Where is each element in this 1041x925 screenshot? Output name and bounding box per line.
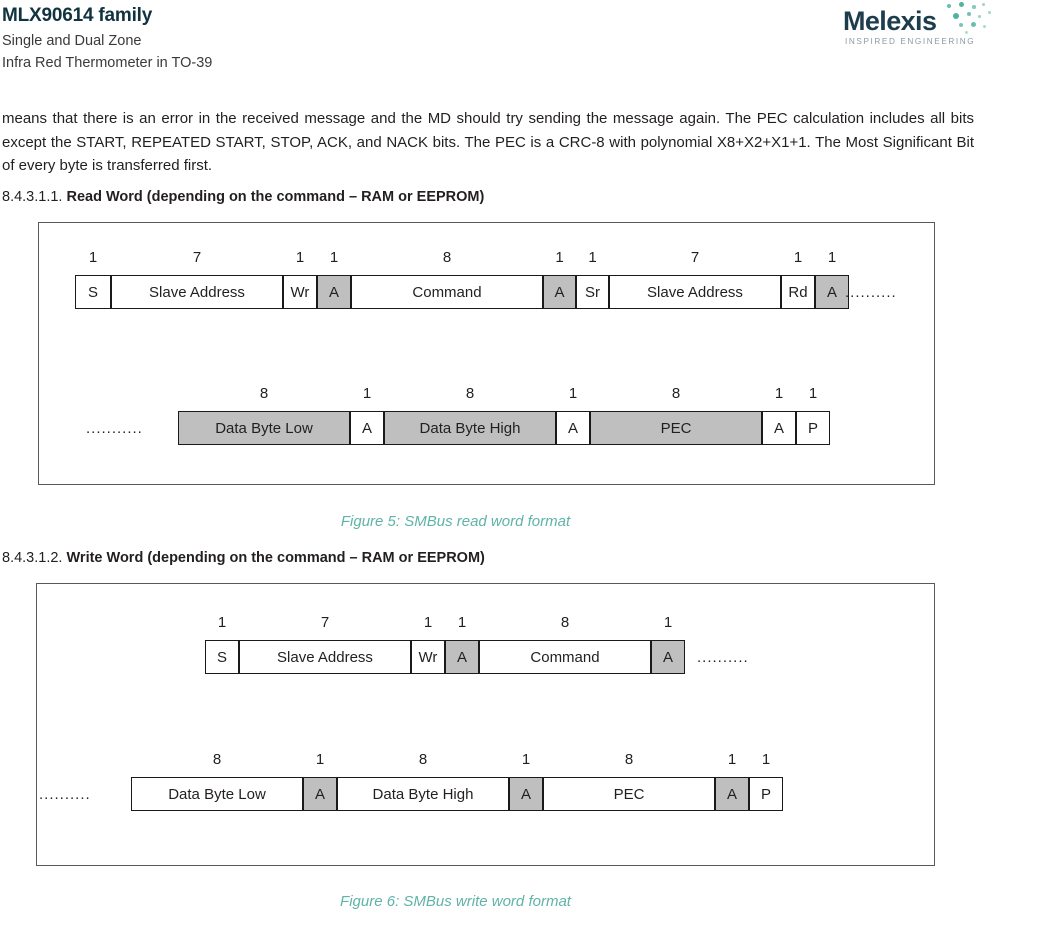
packet-cell <box>337 751 509 811</box>
figure5-row1-ellipsis: .......... <box>845 283 897 301</box>
packet-cell-label: PEC <box>660 419 692 437</box>
packet-cell-bitcount: 1 <box>329 249 339 266</box>
body-paragraph: means that there is an error in the received message and the MD should try sending the message again. The PEC calculation includes all bits except the START, REPEATED START, STOP, ACK, and NACK bits. The PEC is a CRC-8 with polynomial X8+X2+X1+1. The Most Significant Bit of every byte is transferred first. <box>2 110 974 174</box>
packet-cell-bitcount: 1 <box>588 249 597 266</box>
section-heading-write-word <box>2 550 485 566</box>
figure6-packet-row-1 <box>205 614 685 674</box>
packet-cell-label: Slave Address <box>149 283 245 301</box>
packet-cell <box>303 751 337 811</box>
logo-dot-icon <box>983 25 986 28</box>
packet-cell <box>543 751 715 811</box>
packet-cell-label: S <box>87 283 98 301</box>
packet-cell-label: Data Byte Low <box>168 785 266 803</box>
figure6-row2-ellipsis: .......... <box>39 785 91 803</box>
packet-cell <box>479 614 651 674</box>
packet-cell <box>350 385 384 445</box>
packet-cell <box>715 751 749 811</box>
packet-cell-bitcount: 7 <box>690 249 700 266</box>
packet-cell-bitcount: 8 <box>442 249 452 266</box>
figure5-packet-row-1 <box>75 249 849 309</box>
packet-cell-bitcount: 1 <box>521 751 531 768</box>
figure5-packet-row-2 <box>178 385 830 445</box>
packet-cell-bitcount: 1 <box>663 614 673 631</box>
melexis-logo <box>843 2 993 50</box>
packet-cell <box>317 249 351 309</box>
packet-cell-label: A <box>314 785 325 803</box>
logo-dot-icon <box>972 5 976 9</box>
packet-cell-label: A <box>520 785 531 803</box>
page-title: MLX90614 family <box>2 5 153 26</box>
packet-cell-label: Sr <box>585 283 600 301</box>
packet-cell <box>351 249 543 309</box>
logo-dot-icon <box>953 13 959 19</box>
packet-cell <box>815 249 849 309</box>
packet-cell-label: A <box>726 785 737 803</box>
packet-cell <box>75 249 111 309</box>
logo-dot-icon <box>959 2 964 7</box>
packet-cell-label: A <box>567 419 578 437</box>
packet-cell-bitcount: 1 <box>568 385 578 402</box>
packet-cell-label: Rd <box>788 283 808 301</box>
packet-cell-bitcount: 1 <box>457 614 467 631</box>
logo-dot-icon <box>959 23 963 27</box>
packet-cell <box>590 385 762 445</box>
packet-cell-label: S <box>216 648 227 666</box>
packet-cell-label: Wr <box>418 648 438 666</box>
figure6-caption: Figure 6: SMBus write word format <box>340 893 571 910</box>
packet-cell <box>411 614 445 674</box>
figure5-caption: Figure 5: SMBus read word format <box>340 513 571 530</box>
packet-cell <box>556 385 590 445</box>
section-title: Write Word (depending on the command – RAM or EEPROM) <box>66 550 485 566</box>
section-number: 8.4.3.1.2. <box>2 550 63 566</box>
packet-cell-bitcount: 1 <box>423 614 433 631</box>
section-number: 8.4.3.1.1. <box>2 189 63 205</box>
logo-dot-icon <box>988 11 991 14</box>
packet-cell <box>796 385 830 445</box>
packet-cell-bitcount: 8 <box>465 385 475 402</box>
packet-cell-label: A <box>456 648 467 666</box>
packet-cell-label: A <box>328 283 339 301</box>
logo-dot-icon <box>971 22 976 27</box>
packet-cell-bitcount: 1 <box>217 614 227 631</box>
document-header <box>0 0 1041 92</box>
packet-cell-label: A <box>554 283 565 301</box>
packet-cell-bitcount: 1 <box>774 385 784 402</box>
packet-cell-label: A <box>361 419 372 437</box>
packet-cell <box>651 614 685 674</box>
packet-cell-bitcount: 8 <box>560 614 570 631</box>
packet-cell-label: Data Byte High <box>419 419 521 437</box>
packet-cell-label: Command <box>530 648 600 666</box>
packet-cell-bitcount: 1 <box>827 249 837 266</box>
packet-cell-bitcount: 7 <box>192 249 202 266</box>
packet-cell-label: Command <box>412 283 482 301</box>
packet-cell-bitcount: 8 <box>418 751 428 768</box>
packet-cell <box>239 614 411 674</box>
packet-cell-label: A <box>662 648 673 666</box>
figure6-diagram <box>36 583 935 866</box>
figure6-packet-row-2 <box>131 751 783 811</box>
packet-cell <box>762 385 796 445</box>
figure6-row1-ellipsis: .......... <box>697 648 749 666</box>
header-subtitle-line1: Single and Dual Zone <box>2 33 142 49</box>
packet-cell-label: A <box>773 419 784 437</box>
packet-cell <box>178 385 350 445</box>
packet-cell-bitcount: 1 <box>362 385 372 402</box>
packet-cell-label: Data Byte High <box>372 785 474 803</box>
figure5-diagram <box>38 222 935 485</box>
logo-dot-icon <box>967 12 971 16</box>
packet-cell <box>781 249 815 309</box>
logo-wordmark: Melexis <box>843 6 937 36</box>
packet-cell <box>509 751 543 811</box>
logo-dot-icon <box>982 3 985 6</box>
packet-cell <box>609 249 781 309</box>
packet-cell-bitcount: 8 <box>259 385 269 402</box>
packet-cell-label: PEC <box>613 785 645 803</box>
packet-cell <box>131 751 303 811</box>
packet-cell <box>543 249 576 309</box>
section-heading-read-word <box>2 189 484 205</box>
packet-cell-label: P <box>807 419 818 437</box>
logo-dot-icon <box>965 31 968 34</box>
packet-cell-bitcount: 7 <box>320 614 330 631</box>
packet-cell <box>384 385 556 445</box>
packet-cell <box>283 249 317 309</box>
packet-cell-label: P <box>760 785 771 803</box>
header-subtitle-line2: Infra Red Thermometer in TO-39 <box>2 55 213 71</box>
packet-cell <box>749 751 783 811</box>
logo-tagline: INSPIRED ENGINEERING <box>845 37 976 46</box>
packet-cell <box>576 249 609 309</box>
packet-cell <box>111 249 283 309</box>
packet-cell-label: Data Byte Low <box>215 419 313 437</box>
logo-dot-icon <box>947 4 951 8</box>
packet-cell-label: Slave Address <box>277 648 373 666</box>
packet-cell-bitcount: 1 <box>555 249 564 266</box>
packet-cell-bitcount: 8 <box>624 751 634 768</box>
packet-cell-bitcount: 1 <box>761 751 771 768</box>
packet-cell-bitcount: 1 <box>793 249 803 266</box>
packet-cell-bitcount: 1 <box>808 385 818 402</box>
packet-cell-bitcount: 8 <box>212 751 222 768</box>
packet-cell-label: A <box>826 283 837 301</box>
logo-dot-icon <box>978 15 981 18</box>
section-title: Read Word (depending on the command – RAM or EEPROM) <box>66 189 485 205</box>
packet-cell-bitcount: 1 <box>88 249 98 266</box>
packet-cell-bitcount: 1 <box>727 751 737 768</box>
packet-cell-bitcount: 1 <box>295 249 305 266</box>
packet-cell <box>205 614 239 674</box>
packet-cell-bitcount: 1 <box>315 751 325 768</box>
packet-cell <box>445 614 479 674</box>
packet-cell-bitcount: 8 <box>671 385 681 402</box>
figure5-row2-ellipsis: ........... <box>86 419 143 437</box>
packet-cell-label: Wr <box>290 283 310 301</box>
packet-cell-label: Slave Address <box>647 283 743 301</box>
